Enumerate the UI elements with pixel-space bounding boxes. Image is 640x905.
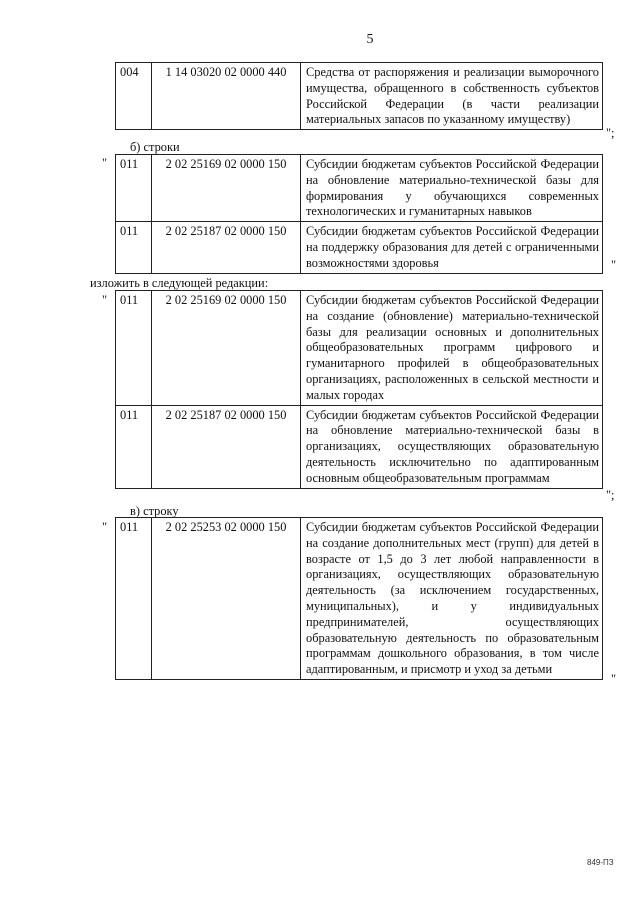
admin-code-cell: 011 xyxy=(116,155,152,222)
table-first xyxy=(115,62,603,130)
admin-code-cell: 004 xyxy=(116,63,152,130)
closing-quote: " xyxy=(611,258,617,272)
closing-quote: " xyxy=(611,672,617,686)
table-row xyxy=(116,291,603,406)
opening-quote: " xyxy=(102,156,108,170)
budget-code-cell: 2 02 25169 02 0000 150 xyxy=(152,291,301,406)
table-row xyxy=(116,63,603,130)
admin-code-cell: 011 xyxy=(116,291,152,406)
description-cell: Субсидии бюджетам субъектов Российской Федерации на создание дополнительных мест (групп) для детей в возрасте от 1,5 до 3 лет любой направленности в организациях, осуществляющих образовательную деятельность (за исключением государственных, муниципальных), и у индивидуальных предпринимателей, осуществляющих образовательную деятельность по образовательным программам дошкольного образования, в том числе адаптированным, и присмотр и уход за детьми xyxy=(301,518,603,680)
opening-quote: " xyxy=(102,293,108,307)
table-old-rows xyxy=(115,154,603,274)
table-row xyxy=(116,405,603,488)
replace-heading: изложить в следующей редакции: xyxy=(90,276,269,290)
budget-code-cell: 2 02 25253 02 0000 150 xyxy=(152,518,301,680)
description-cell: Субсидии бюджетам субъектов Российской Федерации на создание (обновление) материально-технической базы для реализации основных и дополнительных общеобразовательных программ цифрового и гуманитарного профилей в общеобразовательных организациях, расположенных в сельской местности и малых городах xyxy=(301,291,603,406)
document-code: 849-ПЗ xyxy=(587,858,614,867)
budget-code-cell: 1 14 03020 02 0000 440 xyxy=(152,63,301,130)
closing-quote: "; xyxy=(606,126,615,140)
closing-quote: "; xyxy=(606,488,615,502)
table-v-row xyxy=(115,517,603,680)
description-cell: Средства от распоряжения и реализации выморочного имущества, обращенного в собственность субъектов Российской Федерации (в части реализации материальных запасов по указанному имуществу) xyxy=(301,63,603,130)
section-b-heading: б) строки xyxy=(130,140,180,154)
table-row xyxy=(116,222,603,273)
section-v-heading: в) строку xyxy=(130,504,179,518)
admin-code-cell: 011 xyxy=(116,222,152,273)
admin-code-cell: 011 xyxy=(116,405,152,488)
opening-quote: " xyxy=(102,520,108,534)
admin-code-cell: 011 xyxy=(116,518,152,680)
budget-code-cell: 2 02 25169 02 0000 150 xyxy=(152,155,301,222)
budget-code-cell: 2 02 25187 02 0000 150 xyxy=(152,222,301,273)
budget-code-cell: 2 02 25187 02 0000 150 xyxy=(152,405,301,488)
page-number: 5 xyxy=(366,32,374,47)
description-cell: Субсидии бюджетам субъектов Российской Федерации на поддержку образования для детей с ограниченными возможностями здоровья xyxy=(301,222,603,273)
table-row xyxy=(116,155,603,222)
table-new-rows xyxy=(115,290,603,489)
table-row xyxy=(116,518,603,680)
description-cell: Субсидии бюджетам субъектов Российской Федерации на обновление материально-технической базы для формирования у обучающихся современных технологических и гуманитарных навыков xyxy=(301,155,603,222)
description-cell: Субсидии бюджетам субъектов Российской Федерации на обновление материально-технической базы в организациях, осуществляющих образовательную деятельность исключительно по адаптированным основным общеобразовательным программам xyxy=(301,405,603,488)
